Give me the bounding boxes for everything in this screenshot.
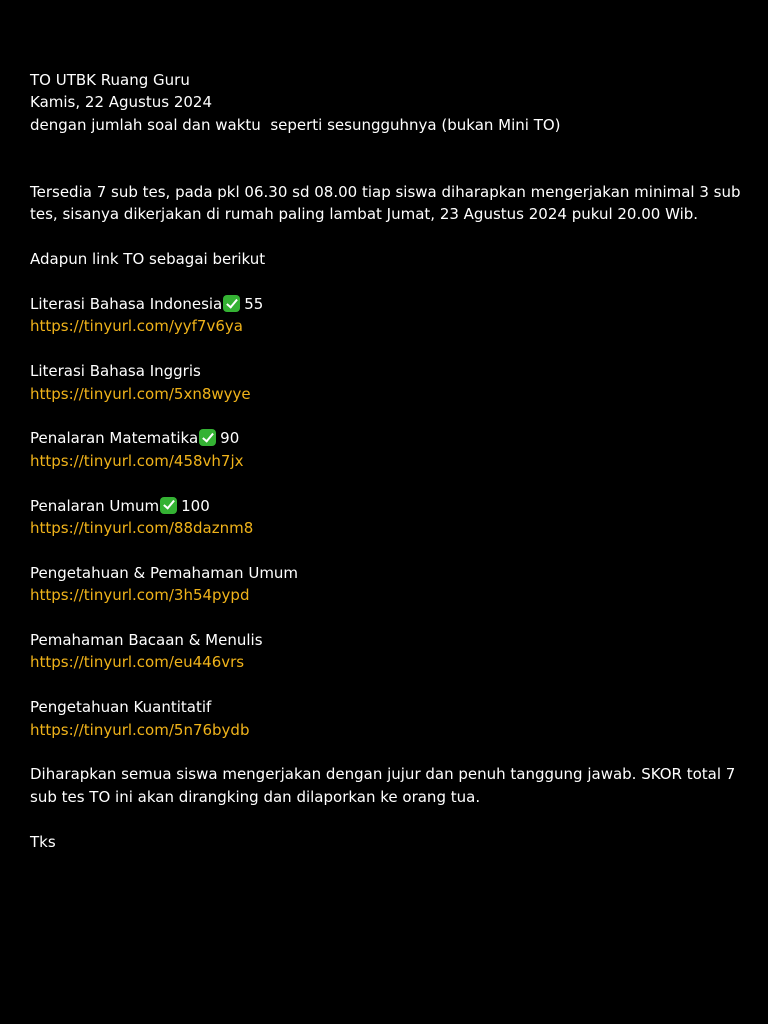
- note-date: Kamis, 22 Agustus 2024: [30, 93, 212, 112]
- subtest-title: [30, 495, 744, 517]
- subtest-title: [30, 360, 744, 382]
- subtest-name: Pemahaman Bacaan & Menulis: [30, 631, 263, 650]
- check-mark-button-icon: [223, 295, 240, 312]
- subtest-name: Pengetahuan Kuantitatif: [30, 698, 212, 717]
- subtest-link[interactable]: https://tinyurl.com/458vh7jx: [30, 451, 244, 470]
- subtest-link[interactable]: https://tinyurl.com/88daznm8: [30, 519, 254, 538]
- subtest-link[interactable]: https://tinyurl.com/5xn8wyye: [30, 384, 251, 403]
- subtest-title: [30, 562, 744, 584]
- subtest-link[interactable]: https://tinyurl.com/yyf7v6ya: [30, 317, 243, 336]
- spacer: [30, 226, 744, 248]
- subtest-list: [30, 271, 744, 741]
- note-subtitle: dengan jumlah soal dan waktu seperti sesungguhnya (bukan Mini TO): [30, 115, 561, 134]
- subtest-item: [30, 495, 744, 540]
- subtest-title: [30, 629, 744, 651]
- check-mark-button-icon: [160, 497, 177, 514]
- subtest-link[interactable]: https://tinyurl.com/3h54pypd: [30, 586, 250, 605]
- note-title: TO UTBK Ruang Guru: [30, 71, 190, 89]
- subtest-item: [30, 562, 744, 607]
- subtest-item: [30, 360, 744, 405]
- subtest-name: Pengetahuan & Pemahaman Umum: [30, 563, 299, 582]
- check-mark-button-icon: [199, 429, 216, 446]
- closing-paragraph: Diharapkan semua siswa mengerjakan dengan jujur dan penuh tanggung jawab. SKOR total 7 sub tes TO ini akan dirangking dan dilaporkan ke orang tua.: [30, 765, 736, 806]
- subtest-title: [30, 696, 744, 718]
- note-body: [30, 69, 744, 853]
- signoff: Tks: [30, 832, 56, 851]
- subtest-link[interactable]: https://tinyurl.com/5n76bydb: [30, 720, 250, 739]
- subtest-title: [30, 427, 744, 449]
- spacer: [30, 338, 744, 360]
- subtest-name: Literasi Bahasa Indonesia: [30, 295, 223, 314]
- subtest-score: 100: [181, 496, 210, 515]
- spacer: [30, 472, 744, 494]
- subtest-name: Penalaran Umum: [30, 496, 160, 515]
- spacer: [30, 808, 744, 830]
- spacer: [30, 741, 744, 763]
- intro-paragraph: Tersedia 7 sub tes, pada pkl 06.30 sd 08.00 tiap siswa diharapkan mengerjakan minimal 3 sub tes, sisanya dikerjakan di rumah paling lambat Jumat, 23 Agustus 2024 pukul 20.00 Wib.: [30, 183, 741, 224]
- spacer: [30, 539, 744, 561]
- spacer: [30, 405, 744, 427]
- subtest-item: [30, 427, 744, 472]
- spacer: [30, 271, 744, 293]
- subtest-item: [30, 696, 744, 741]
- links-intro: Adapun link TO sebagai berikut: [30, 250, 266, 269]
- spacer: [30, 607, 744, 629]
- spacer: [30, 674, 744, 696]
- subtest-name: Penalaran Matematika: [30, 429, 199, 448]
- subtest-link[interactable]: https://tinyurl.com/eu446vrs: [30, 653, 245, 672]
- subtest-score: 55: [244, 295, 264, 314]
- spacer: [30, 136, 744, 181]
- subtest-title: [30, 293, 744, 315]
- subtest-item: [30, 629, 744, 674]
- subtest-item: [30, 293, 744, 338]
- subtest-score: 90: [220, 429, 240, 448]
- subtest-name: Literasi Bahasa Inggris: [30, 362, 201, 381]
